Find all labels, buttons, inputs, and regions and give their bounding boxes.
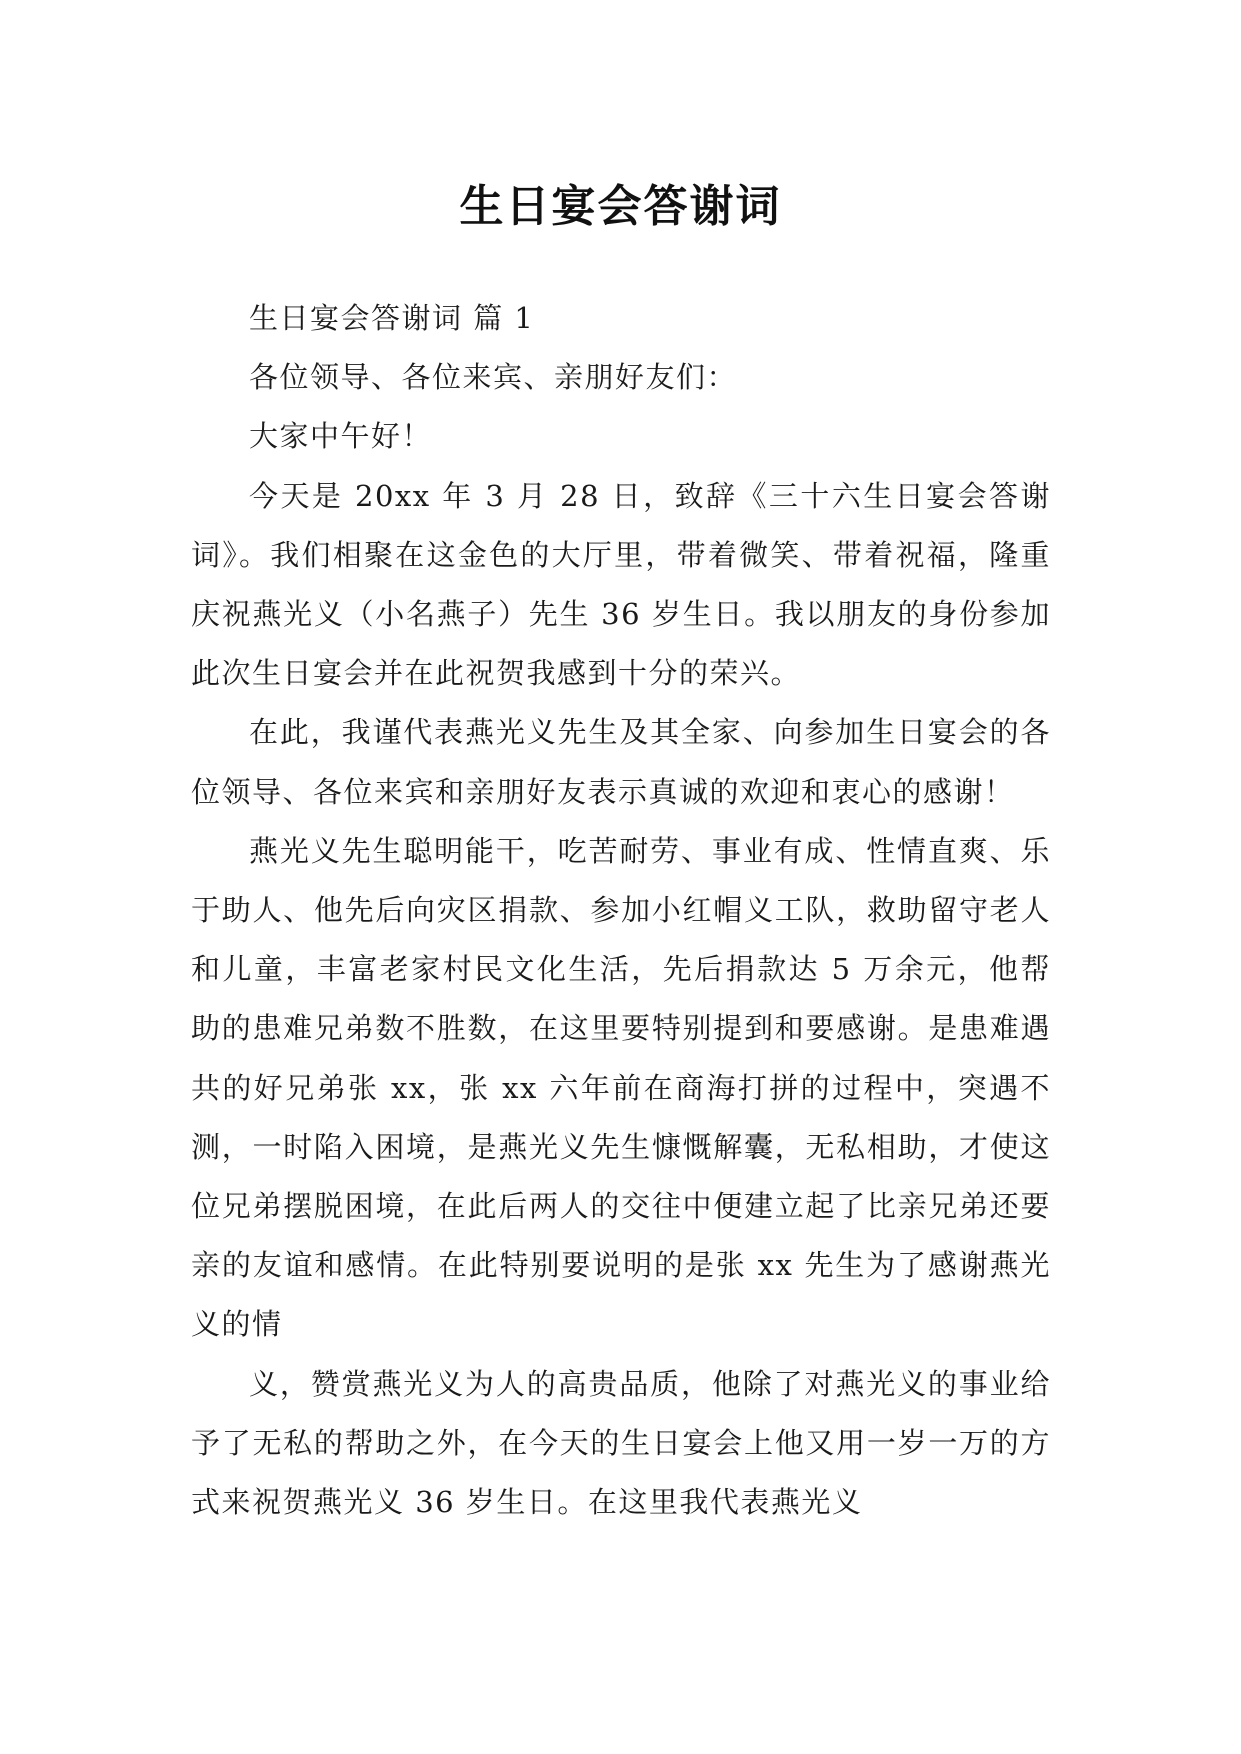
body-paragraph: 今天是 20xx 年 3 月 28 日，致辞《三十六生日宴会答谢词》。我们相聚在这金色的大厅里，带着微笑、带着祝福，隆重庆祝燕光义（小名燕子）先生 36 岁生日。我以朋友的身份参加此次生日宴会并在此祝贺我感到十分的荣兴。	[191, 478, 1051, 691]
section-heading: 生日宴会答谢词 篇 1	[249, 301, 535, 335]
salutation: 各位领导、各位来宾、亲朋好友们：	[249, 360, 738, 395]
body-paragraph: 在此，我谨代表燕光义先生及其全家、向参加生日宴会的各位领导、各位来宾和亲朋好友表示真诚的欢迎和衷心的感谢！	[191, 715, 1051, 809]
body-paragraph: 燕光义先生聪明能干，吃苦耐劳、事业有成、性情直爽、乐于助人、他先后向灾区捐款、参加小红帽义工队，救助留守老人和儿童，丰富老家村民文化生活，先后捐款达 5 万余元，他帮助的患难兄弟数不胜数，在这里要特别提到和要感谢。是患难遇共的好兄弟张 xx，张 xx 六年前在商海打拼的过程中，突遇不测，一时陷入困境，是燕光义先生慷慨解囊，无私相助，才使这位兄弟摆脱困境，在此后两人的交往中便建立起了比亲兄弟还要亲的友谊和感情。在此特别要说明的是张 xx 先生为了感谢燕光义的情	[191, 833, 1051, 1342]
document-title: 生日宴会答谢词	[459, 181, 782, 233]
greeting: 大家中午好！	[249, 419, 433, 454]
body-paragraph: 义，赞赏燕光义为人的高贵品质，他除了对燕光义的事业给予了无私的帮助之外，在今天的生日宴会上他又用一岁一万的方式来祝贺燕光义 36 岁生日。在这里我代表燕光义	[191, 1366, 1051, 1520]
document-body	[191, 289, 1051, 1532]
